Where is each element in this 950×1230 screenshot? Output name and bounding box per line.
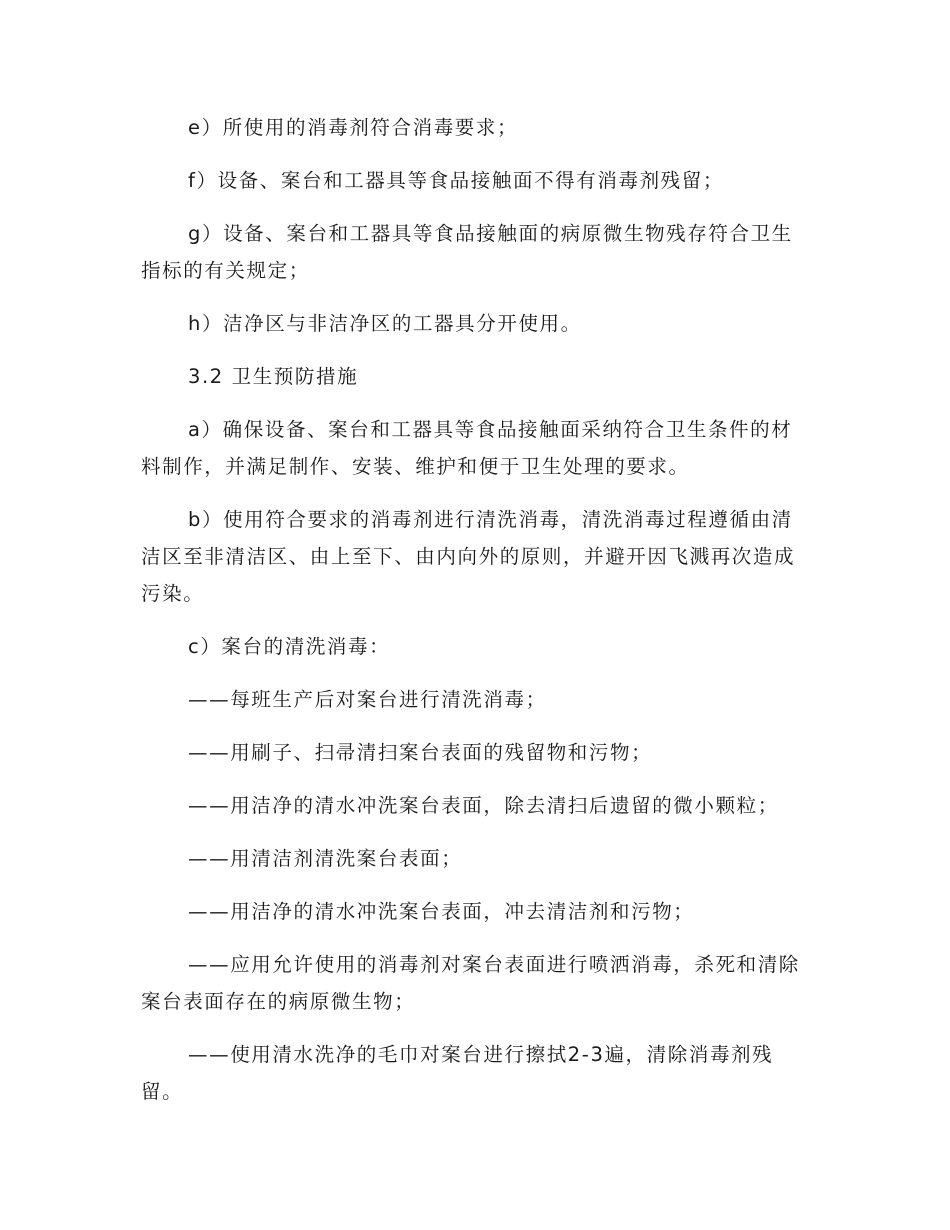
dash-item-2: ——用刷子、扫帚清扫案台表面的残留物和污物； <box>188 741 653 764</box>
dash-item-7: ——使用清水洗净的毛巾对案台进行擦拭2-3遍，清除消毒剂残留。 <box>141 1043 774 1103</box>
paragraph-item-e: e）所使用的消毒剂符合消毒要求； <box>188 116 519 139</box>
paragraph-item-f: f）设备、案台和工器具等食品接触面不得有消毒剂残留； <box>188 169 724 192</box>
dash-item-4: ——用清洁剂清洗案台表面； <box>188 847 463 870</box>
paragraph-item-a: a）确保设备、案台和工器具等食品接触面采纳符合卫生条件的材料制作，并满足制作、安装、维护和便于卫生处理的要求。 <box>141 418 793 478</box>
dash-item-1: ——每班生产后对案台进行清洗消毒； <box>188 688 547 711</box>
dash-item-6: ——应用允许使用的消毒剂对案台表面进行喷洒消毒，杀死和清除案台表面存在的病原微生物； <box>141 953 800 1013</box>
section-heading-3-2: 3.2 卫生预防措施 <box>188 365 359 388</box>
document-body <box>141 109 809 1126</box>
paragraph-item-c: c）案台的清洗消毒： <box>188 635 391 658</box>
paragraph-item-h: h）洁净区与非洁净区的工器具分开使用。 <box>188 312 582 335</box>
paragraph-item-g: g）设备、案台和工器具等食品接触面的病原微生物残存符合卫生指标的有关规定； <box>141 222 793 282</box>
dash-item-5: ——用洁净的清水冲洗案台表面，冲去清洁剂和污物； <box>188 900 695 923</box>
paragraph-item-b: b）使用符合要求的消毒剂进行清洗消毒，清洗消毒过程遵循由清洁区至非清洁区、由上至下、由内向外的原则，并避开因飞溅再次造成污染。 <box>141 508 796 605</box>
dash-item-3: ——用洁净的清水冲洗案台表面，除去清扫后遗留的微小颗粒； <box>188 794 779 817</box>
